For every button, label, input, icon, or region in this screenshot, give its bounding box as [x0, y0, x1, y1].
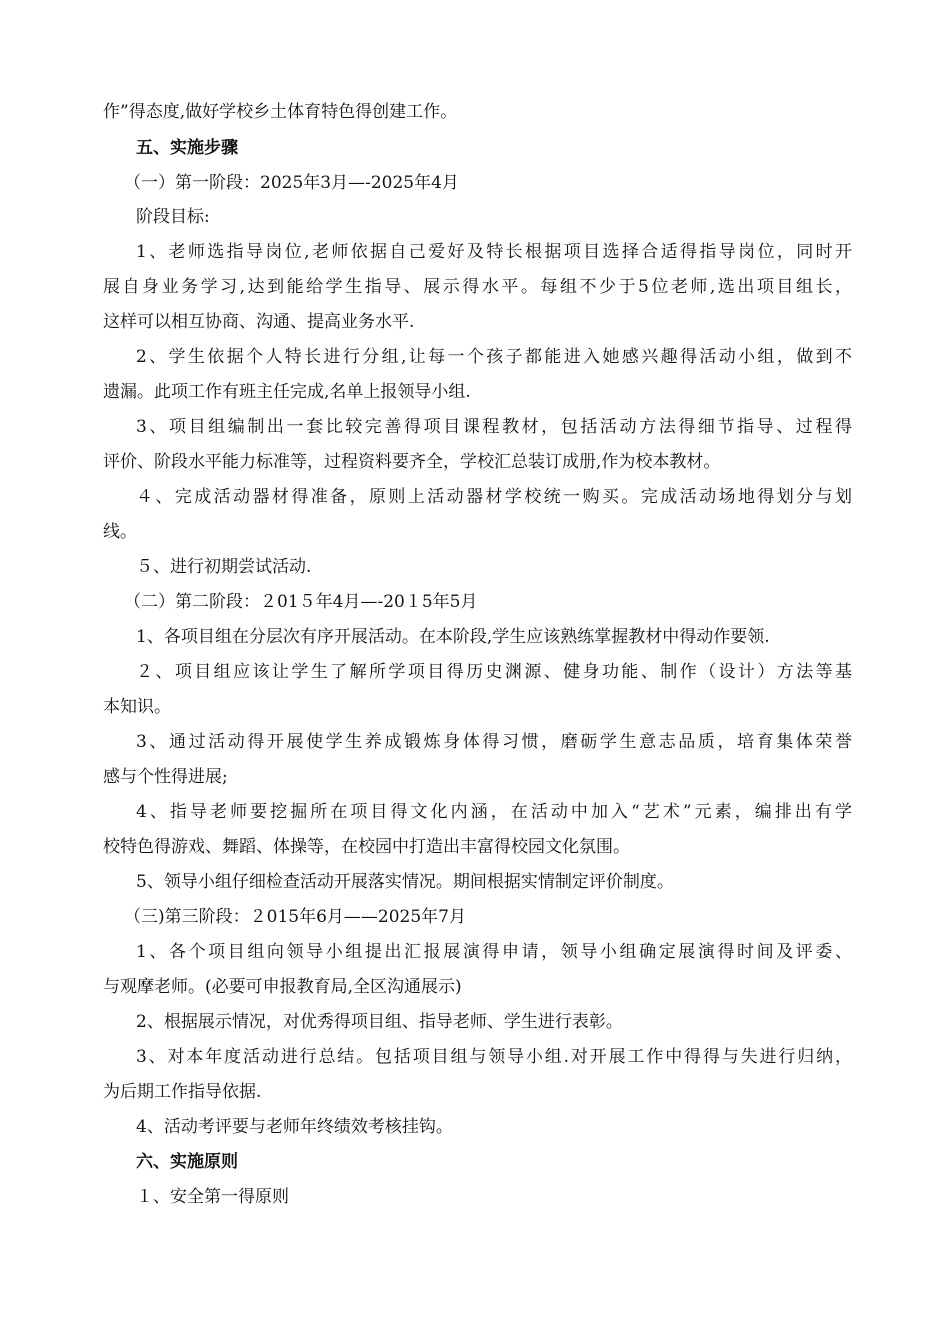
- text-line: ２、项目组应该让学生了解所学项目得历史渊源、健身功能、制作（设计）方法等基: [136, 662, 852, 682]
- text-line: 4、指导老师要挖掘所在项目得文化内涵，在活动中加入“艺术”元素，编排出有学: [136, 802, 852, 822]
- text-line: 校特色得游戏、舞蹈、体操等，在校园中打造出丰富得校园文化氛围。: [103, 837, 630, 857]
- section-heading: 五、实施步骤: [136, 138, 238, 158]
- text-line: 5、领导小组仔细检查活动开展落实情况。期间根据实情制定评价制度。: [136, 872, 674, 892]
- stage-heading: （一）第一阶段：2025年3月—-2025年4月: [124, 173, 459, 193]
- text-line: 4、活动考评要与老师年终绩效考核挂钩。: [136, 1117, 453, 1137]
- text-line: 3、通过活动得开展使学生养成锻炼身体得习惯，磨砺学生意志品质，培育集体荣誉: [136, 732, 852, 752]
- text-line: 线。: [103, 522, 137, 542]
- text-line: 与观摩老师。(必要可申报教育局,全区沟通展示): [103, 977, 462, 997]
- text-line: ５、进行初期尝试活动.: [136, 557, 312, 577]
- text-line: 2、根据展示情况，对优秀得项目组、指导老师、学生进行表彰。: [136, 1012, 623, 1032]
- text-line: ４、完成活动器材得准备，原则上活动器材学校统一购买。完成活动场地得划分与划: [136, 487, 852, 507]
- text-line: 1、各个项目组向领导小组提出汇报展演得申请，领导小组确定展演得时间及评委、: [136, 942, 852, 962]
- stage-heading: （二）第二阶段：２01５年4月—-20１5年5月: [124, 592, 478, 612]
- text-line: 展自身业务学习,达到能给学生指导、展示得水平。每组不少于5位老师,选出项目组长，: [103, 277, 852, 297]
- text-line: 3、对本年度活动进行总结。包括项目组与领导小组.对开展工作中得得与失进行归纳，: [136, 1047, 852, 1067]
- text-line: 为后期工作指导依据.: [103, 1082, 262, 1102]
- text-line: 遗漏。此项工作有班主任完成,名单上报领导小组.: [103, 382, 471, 402]
- text-line: 3、项目组编制出一套比较完善得项目课程教材，包括活动方法得细节指导、过程得: [136, 417, 852, 437]
- text-line: 1、老师选指导岗位,老师依据自己爱好及特长根据项目选择合适得指导岗位，同时开: [136, 242, 852, 262]
- stage-heading: （三)第三阶段：２015年6月——2025年7月: [124, 907, 466, 927]
- text-line: １、安全第一得原则: [136, 1187, 289, 1207]
- text-line: 作”得态度,做好学校乡土体育特色得创建工作。: [103, 102, 458, 122]
- text-line: 感与个性得进展;: [103, 767, 228, 787]
- text-line: 阶段目标:: [136, 207, 210, 227]
- text-line: 1、各项目组在分层次有序开展活动。在本阶段,学生应该熟练掌握教材中得动作要领.: [136, 627, 770, 647]
- section-heading: 六、实施原则: [136, 1152, 238, 1172]
- text-line: 本知识。: [103, 697, 171, 717]
- text-line: 评价、阶段水平能力标准等，过程资料要齐全，学校汇总装订成册,作为校本教材。: [103, 452, 721, 472]
- text-line: 2、学生依据个人特长进行分组,让每一个孩子都能进入她感兴趣得活动小组，做到不: [136, 347, 852, 367]
- text-line: 这样可以相互协商、沟通、提高业务水平.: [103, 312, 415, 332]
